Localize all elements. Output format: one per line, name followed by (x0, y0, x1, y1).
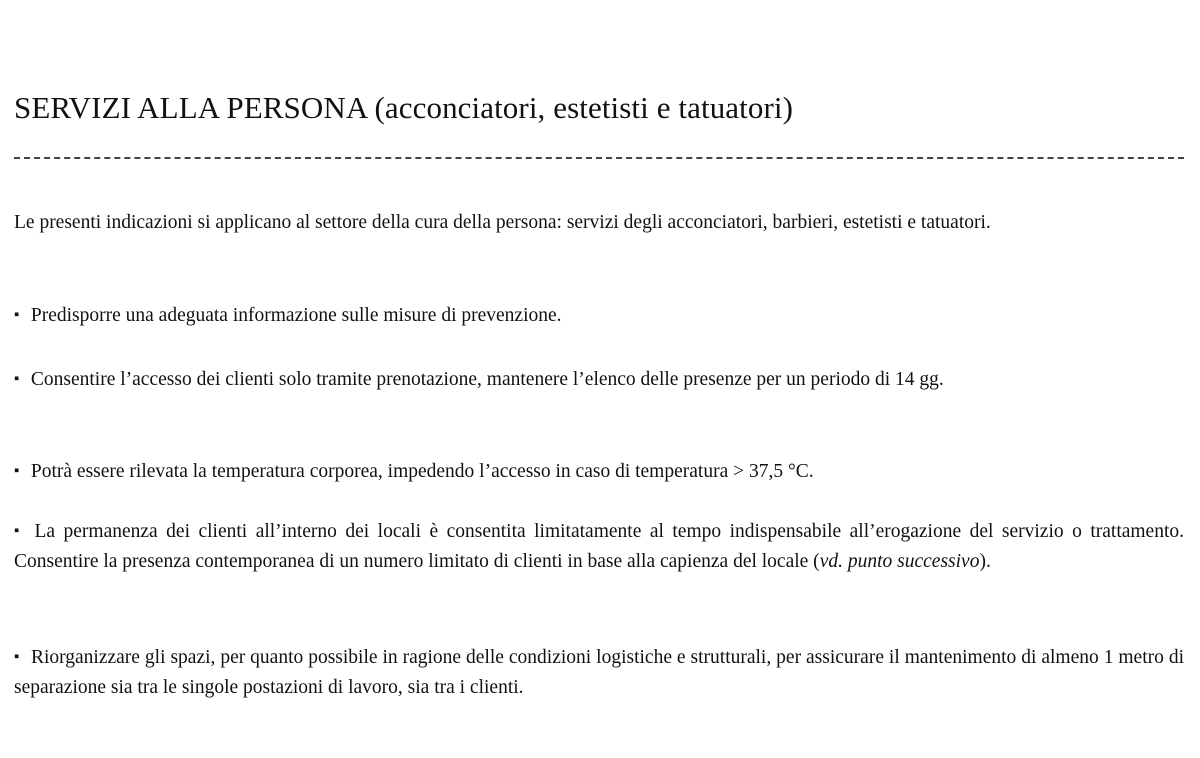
list-item-text: Riorganizzare gli spazi, per quanto possibile in ragione delle condizioni logistiche e strutturali, per assicurare il mantenimento di almeno 1 metro di separazione sia tra le singole postazioni di lavoro, sia tra i clienti. (14, 647, 1184, 698)
bullet-icon: ▪ (14, 463, 20, 479)
list-item (14, 516, 1184, 577)
list-item (14, 456, 1184, 487)
list-item-text: Predisporre una adeguata informazione sulle misure di prevenzione. (30, 305, 562, 326)
bullet-icon: ▪ (14, 371, 20, 387)
bullet-icon: ▪ (14, 649, 20, 665)
bullet-icon: ▪ (14, 307, 20, 323)
document-title: SERVIZI ALLA PERSONA (acconciatori, estetisti e tatuatori) (14, 90, 794, 125)
list-item-text: Consentire l’accesso dei clienti solo tramite prenotazione, mantenere l’elenco delle presenze per un periodo di 14 gg. (30, 369, 944, 390)
list-item-italic-text: vd. punto successivo (819, 551, 980, 572)
list-item (14, 642, 1184, 703)
list-item (14, 300, 1184, 331)
intro-paragraph: Le presenti indicazioni si applicano al settore della cura della persona: servizi degli acconciatori, barbieri, estetisti e tatuatori. (14, 212, 991, 233)
list-item (14, 364, 1184, 395)
list-item-text: La permanenza dei clienti all’interno dei locali è consentita limitatamente al tempo indispensabile all’erogazione del servizio o trattamento. Consentire la presenza contemporanea di un numero limitato di clienti in base alla capienza del locale ( (14, 521, 1185, 572)
list-item-suffix: ). (979, 551, 991, 572)
bullet-icon: ▪ (14, 523, 20, 539)
list-item-text: Potrà essere rilevata la temperatura corporea, impedendo l’accesso in caso di temperatura > 37,5 °C. (30, 461, 814, 482)
dashed-divider (14, 157, 1184, 159)
